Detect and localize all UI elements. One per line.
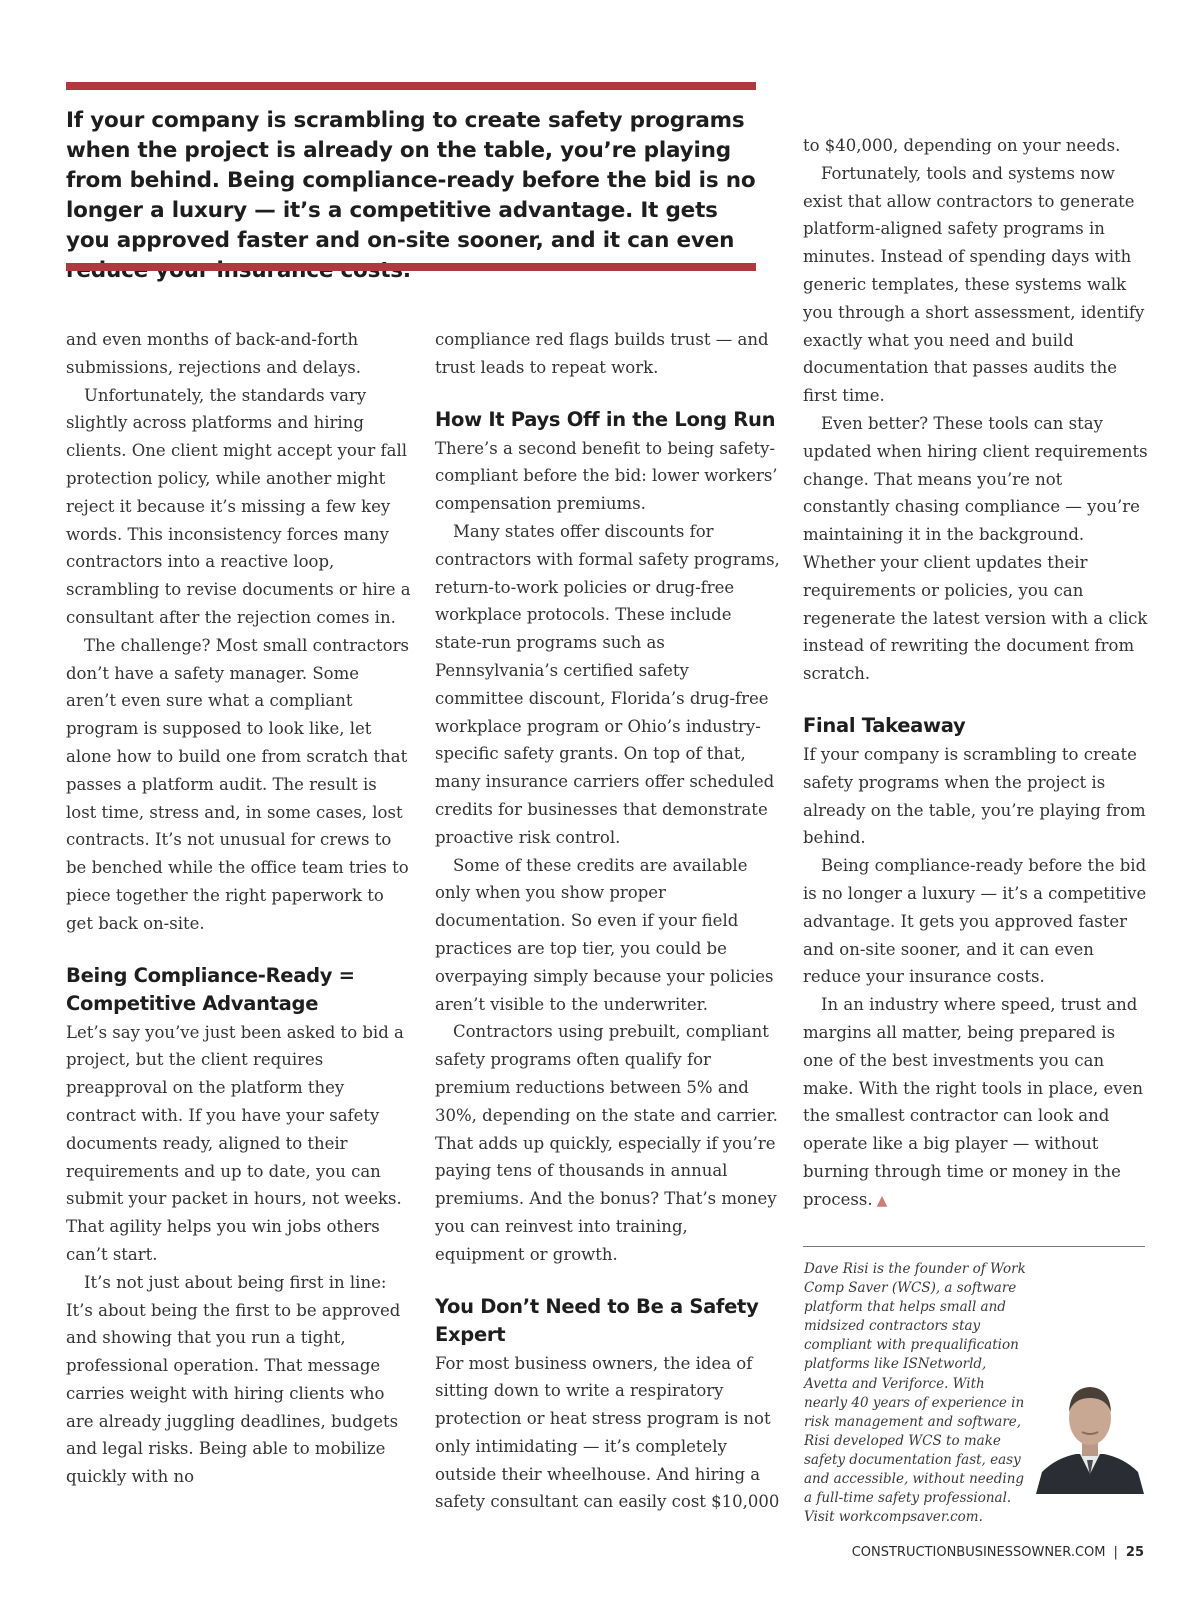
paragraph: Fortunately, tools and systems now exist that allow contractors to generate platform-aligned safety programs in minutes. Instead of spending days with generic templates, these systems walk you through a short assessment, identify exactly what you need and build documentation that passes audits the first time. bbox=[803, 163, 1145, 406]
paragraph: There’s a second benefit to being safety-compliant before the bid: lower workers’ compensation premiums. bbox=[435, 438, 778, 514]
paragraph: and even months of back-and-forth submissions, rejections and delays. bbox=[66, 330, 362, 377]
footer-separator: | bbox=[1113, 1545, 1118, 1560]
paragraph: to $40,000, depending on your needs. bbox=[803, 136, 1121, 155]
paragraph: Let’s say you’ve just been asked to bid a project, but the client requires preapproval on the platform they contract with. If you have your safety documents ready, aligned to their requirements and up to date, you can submit your packet in hours, not weeks. That agility helps you win jobs others can’t start. bbox=[66, 1022, 404, 1264]
paragraph: For most business owners, the idea of sitting down to write a respiratory protection or heat stress program is not only intimidating — it’s completely outside their wheelhouse. And hiring a safety consultant can easily cost $10,000 bbox=[435, 1353, 780, 1512]
author-headshot bbox=[1036, 1372, 1144, 1494]
paragraph: Even better? These tools can stay updated when hiring client requirements change. That means you’re not constantly chasing compliance — you’re maintaining it in the background. Whether your client updates their requirements or policies, you can regenerate the latest version with a click instead of rewriting the document from scratch. bbox=[803, 413, 1148, 684]
paragraph: Some of these credits are available only when you show proper documentation. So even if your field practices are top tier, you could be overpaying simply because your policies aren’t visible to the underwriter. bbox=[435, 855, 774, 1014]
section-heading: You Don’t Need to Be a Safety Expert bbox=[435, 1294, 759, 1346]
pull-quote-bottom-rule bbox=[66, 263, 756, 271]
paragraph: compliance red flags builds trust — and trust leads to repeat work. bbox=[435, 330, 769, 377]
section-heading: Being Compliance-Ready = Competitive Advantage bbox=[66, 963, 355, 1015]
paragraph: The challenge? Most small contractors don’t have a safety manager. Some aren’t even sure what a compliant program is supposed to look like, let alone how to build one from scratch that passes a platform audit. The result is lost time, stress and, in some cases, lost contracts. It’s not unusual for crews to be benched while the office team tries to piece together the right paperwork to get back on-site. bbox=[66, 635, 409, 933]
bio-divider bbox=[803, 1246, 1145, 1247]
section-heading: How It Pays Off in the Long Run bbox=[435, 407, 776, 431]
article-column-2 bbox=[435, 326, 780, 1516]
article-column-3 bbox=[803, 132, 1148, 1215]
paragraph: Many states offer discounts for contractors with formal safety programs, return-to-work policies or drug-free workplace protocols. These include state-run programs such as Pennsylvania’s certified safety committee discount, Florida’s drug-free workplace program or Ohio’s industry-specific safety grants. On top of that, many insurance carriers offer scheduled credits for businesses that demonstrate proactive risk control. bbox=[435, 521, 780, 847]
bio-text: Dave Risi is the founder of Work Comp Saver (WCS), a software platform that helps small and midsized contractors stay compliant with prequalification platforms like ISNetworld, Avetta and Veriforce. With nearly 40 years of experience in risk management and software, Risi developed WCS to make safety documentation fast, easy and accessible, without needing a full-time safety professional. Visit workcompsaver.com. bbox=[804, 1261, 1026, 1526]
paragraph bbox=[803, 991, 1148, 1215]
author-bio bbox=[804, 1260, 1144, 1526]
paragraph: Unfortunately, the standards vary slightly across platforms and hiring clients. One client might accept your fall protection policy, while another might reject it because it’s missing a few key words. This inconsistency forces many contractors into a reactive loop, scrambling to revise documents or hire a consultant after the rejection comes in. bbox=[66, 385, 411, 627]
paragraph-text: In an industry where speed, trust and margins all matter, being prepared is one of the best investments you can make. With the right tools in place, even the smallest contractor can look and operate like a big player — without burning through time or money in the process. bbox=[803, 995, 1143, 1209]
pull-quote: If your company is scrambling to create safety programs when the project is already on the table, you’re playing from behind. Being compliance-ready before the bid is no longer a luxury — it’s a competitive advantage. It gets you approved faster and on-site sooner, and it can even bbox=[66, 108, 756, 253]
pull-quote-top-rule bbox=[66, 82, 756, 90]
article-column-1 bbox=[66, 326, 411, 1491]
page-footer bbox=[852, 1545, 1144, 1560]
page-number: 25 bbox=[1125, 1545, 1144, 1560]
paragraph: Contractors using prebuilt, compliant safety programs often qualify for premium reductions between 5% and 30%, depending on the state and carrier. That adds up quickly, especially if you’re paying tens of thousands in annual premiums. And the bonus? That’s money you can reinvest into training, equipment or growth. bbox=[435, 1022, 778, 1264]
paragraph: If your company is scrambling to create safety programs when the project is already on the table, you’re playing from behind. bbox=[803, 744, 1146, 848]
footer-site: CONSTRUCTIONBUSINESSOWNER.COM bbox=[851, 1545, 1106, 1560]
section-heading: Final Takeaway bbox=[803, 713, 966, 737]
end-of-article-icon: ▲ bbox=[876, 1192, 888, 1209]
paragraph: It’s not just about being first in line: It’s about being the first to be approved and showing that you run a tight, professional operation. That message carries weight with hiring clients who are already juggling deadlines, budgets and legal risks. Being able to mobilize quickly with no bbox=[66, 1272, 401, 1487]
paragraph: Being compliance-ready before the bid is no longer a luxury — it’s a competitive advantage. It gets you approved faster and on-site sooner, and it can even reduce your insurance costs. bbox=[803, 856, 1147, 987]
